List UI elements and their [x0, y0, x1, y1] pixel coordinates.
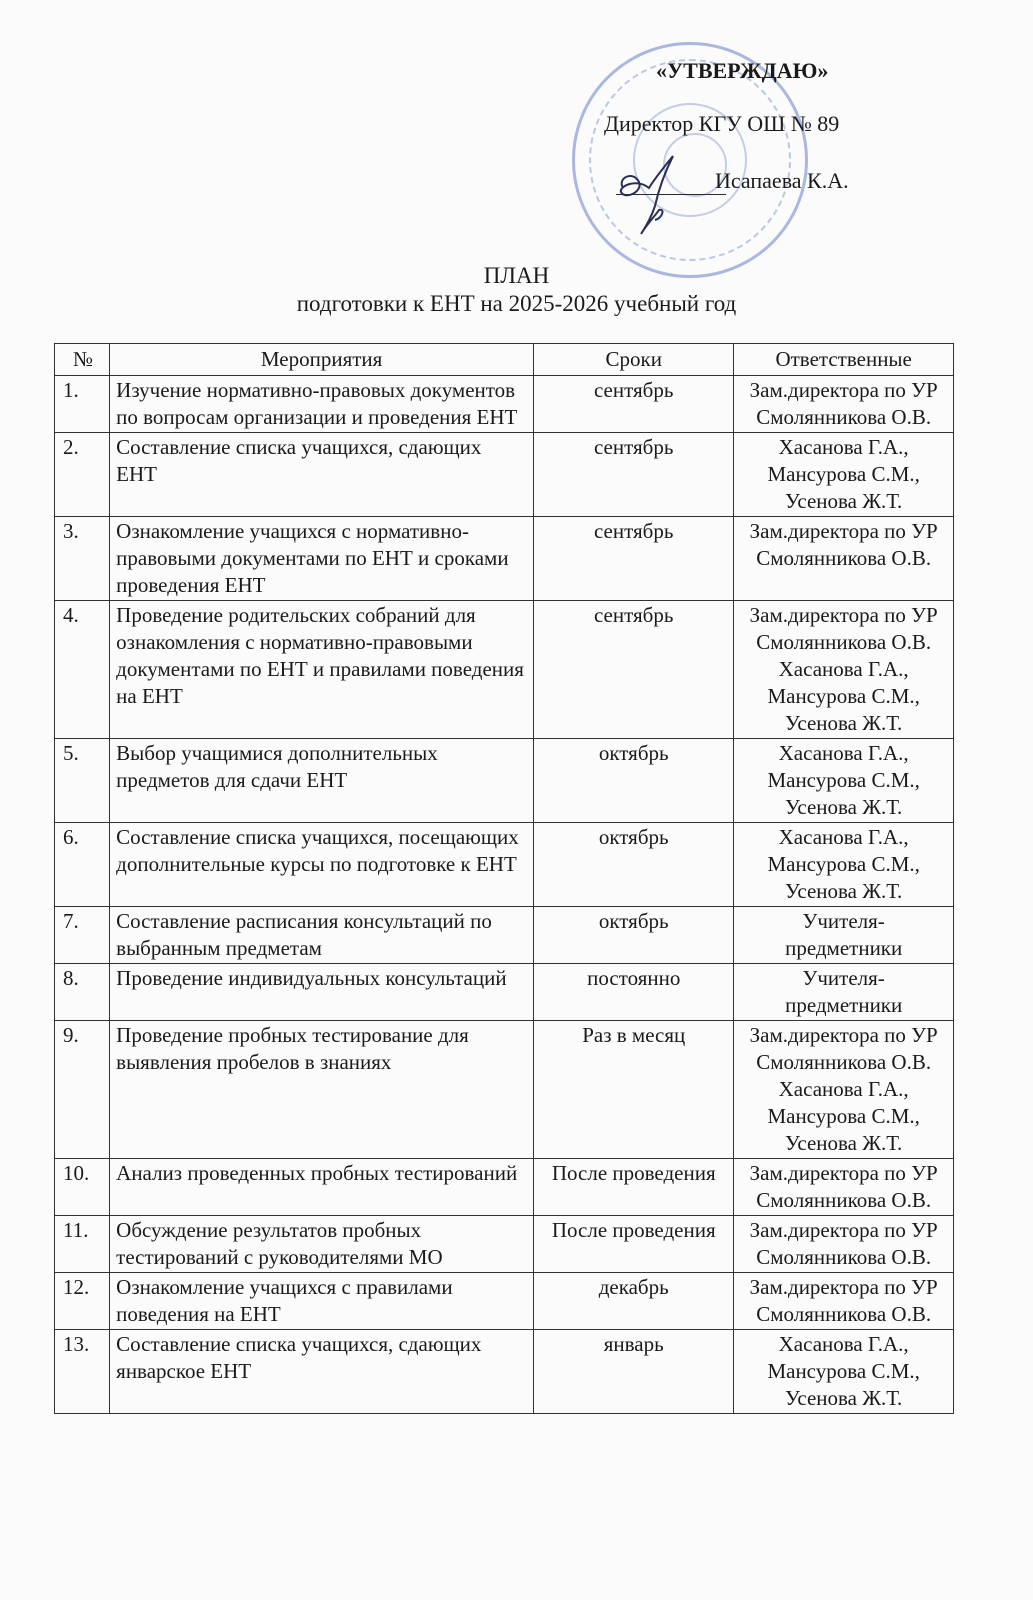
row-responsible [734, 433, 954, 517]
row-number: 6. [55, 823, 110, 907]
row-responsible [734, 739, 954, 823]
table-row [55, 964, 954, 1021]
row-term: сентябрь [534, 601, 734, 739]
row-term: Раз в месяц [534, 1021, 734, 1159]
responsible-person: Мансурова С.М., [767, 852, 920, 876]
row-term: После проведения [534, 1216, 734, 1273]
row-term: сентябрь [534, 517, 734, 601]
responsible-person: Зам.директора по УР [749, 1161, 938, 1185]
row-number: 12. [55, 1273, 110, 1330]
table-row [55, 601, 954, 739]
document-subtitle: подготовки к ЕНТ на 2025-2026 учебный год [296, 291, 737, 316]
responsible-person: Усенова Ж.Т. [785, 1386, 903, 1410]
row-number: 7. [55, 907, 110, 964]
row-number: 8. [55, 964, 110, 1021]
header-number: № [55, 344, 110, 376]
responsible-person: Смолянникова О.В. [756, 1302, 932, 1326]
approval-name: Исапаева К.А. [715, 168, 849, 193]
responsible-person: Смолянникова О.В. [756, 1188, 932, 1212]
header-responsible: Ответственные [734, 344, 954, 376]
responsible-person: Смолянникова О.В. [756, 1245, 932, 1269]
responsible-person: Учителя- [802, 909, 885, 933]
row-term: постоянно [534, 964, 734, 1021]
row-term: октябрь [534, 739, 734, 823]
responsible-person: Зам.директора по УР [749, 603, 938, 627]
row-number: 11. [55, 1216, 110, 1273]
row-responsible [734, 376, 954, 433]
row-number: 10. [55, 1159, 110, 1216]
responsible-person: Усенова Ж.Т. [785, 879, 903, 903]
table-row [55, 1273, 954, 1330]
responsible-person: предметники [785, 993, 903, 1017]
row-responsible [734, 517, 954, 601]
header-activities: Мероприятия [110, 344, 534, 376]
table-row [55, 907, 954, 964]
row-responsible [734, 907, 954, 964]
responsible-person: Мансурова С.М., [767, 462, 920, 486]
table-row [55, 1330, 954, 1414]
row-activity: Составление списка учащихся, сдающих январское ЕНТ [110, 1330, 534, 1414]
row-term: После проведения [534, 1159, 734, 1216]
document-title: ПЛАН [483, 263, 550, 288]
responsible-person: Учителя- [802, 966, 885, 990]
responsible-person: Хасанова Г.А., [778, 1077, 909, 1101]
responsible-person: Мансурова С.М., [767, 1359, 920, 1383]
row-activity: Составление расписания консультаций по выбранным предметам [110, 907, 534, 964]
row-activity: Проведение пробных тестирование для выявления пробелов в знаниях [110, 1021, 534, 1159]
approval-role: Директор КГУ ОШ № 89 [604, 111, 840, 136]
responsible-person: Смолянникова О.В. [756, 1050, 932, 1074]
row-number: 3. [55, 517, 110, 601]
responsible-person: Смолянникова О.В. [756, 546, 932, 570]
row-activity: Анализ проведенных пробных тестирований [110, 1159, 534, 1216]
row-responsible [734, 601, 954, 739]
row-activity: Ознакомление учащихся с правилами поведения на ЕНТ [110, 1273, 534, 1330]
responsible-person: Зам.директора по УР [749, 519, 938, 543]
row-activity: Проведение родительских собраний для ознакомления с нормативно-правовыми документами по ЕНТ и правилами поведения на ЕНТ [110, 601, 534, 739]
row-number: 5. [55, 739, 110, 823]
row-number: 2. [55, 433, 110, 517]
row-responsible [734, 823, 954, 907]
row-activity: Проведение индивидуальных консультаций [110, 964, 534, 1021]
row-number: 1. [55, 376, 110, 433]
row-activity: Составление списка учащихся, сдающих ЕНТ [110, 433, 534, 517]
table-row [55, 823, 954, 907]
responsible-person: Усенова Ж.Т. [785, 711, 903, 735]
responsible-person: Зам.директора по УР [749, 378, 938, 402]
row-activity: Составление списка учащихся, посещающих дополнительные курсы по подготовке к ЕНТ [110, 823, 534, 907]
responsible-person: Мансурова С.М., [767, 768, 920, 792]
row-term: сентябрь [534, 376, 734, 433]
row-activity: Изучение нормативно-правовых документов по вопросам организации и проведения ЕНТ [110, 376, 534, 433]
responsible-person: Хасанова Г.А., [778, 741, 909, 765]
row-number: 9. [55, 1021, 110, 1159]
table-row [55, 517, 954, 601]
row-term: сентябрь [534, 433, 734, 517]
row-activity: Обсуждение результатов пробных тестирований с руководителями МО [110, 1216, 534, 1273]
row-responsible [734, 1216, 954, 1273]
row-responsible [734, 964, 954, 1021]
row-activity: Выбор учащимися дополнительных предметов для сдачи ЕНТ [110, 739, 534, 823]
table-row [55, 1021, 954, 1159]
table-header-row [55, 344, 954, 376]
responsible-person: Мансурова С.М., [767, 684, 920, 708]
responsible-person: Усенова Ж.Т. [785, 1131, 903, 1155]
table-row [55, 376, 954, 433]
responsible-person: Зам.директора по УР [749, 1275, 938, 1299]
table-row [55, 1159, 954, 1216]
row-responsible [734, 1273, 954, 1330]
table-row [55, 433, 954, 517]
responsible-person: Зам.директора по УР [749, 1023, 938, 1047]
responsible-person: Усенова Ж.Т. [785, 489, 903, 513]
responsible-person: предметники [785, 936, 903, 960]
row-term: октябрь [534, 823, 734, 907]
table-row [55, 739, 954, 823]
row-term: январь [534, 1330, 734, 1414]
row-term: октябрь [534, 907, 734, 964]
plan-table [54, 343, 954, 1414]
responsible-person: Смолянникова О.В. [756, 630, 932, 654]
responsible-person: Усенова Ж.Т. [785, 795, 903, 819]
row-activity: Ознакомление учащихся с нормативно-правовыми документами по ЕНТ и сроками проведения ЕНТ [110, 517, 534, 601]
responsible-person: Хасанова Г.А., [778, 825, 909, 849]
responsible-person: Зам.директора по УР [749, 1218, 938, 1242]
responsible-person: Хасанова Г.А., [778, 1332, 909, 1356]
table-row [55, 1216, 954, 1273]
document-heading [0, 262, 1033, 318]
responsible-person: Хасанова Г.А., [778, 657, 909, 681]
approval-title: «УТВЕРЖДАЮ» [656, 58, 829, 83]
responsible-person: Смолянникова О.В. [756, 405, 932, 429]
row-number: 4. [55, 601, 110, 739]
row-responsible [734, 1330, 954, 1414]
row-responsible [734, 1021, 954, 1159]
responsible-person: Хасанова Г.А., [778, 435, 909, 459]
row-number: 13. [55, 1330, 110, 1414]
row-term: декабрь [534, 1273, 734, 1330]
row-responsible [734, 1159, 954, 1216]
signature-icon [615, 148, 695, 238]
responsible-person: Мансурова С.М., [767, 1104, 920, 1128]
header-terms: Сроки [534, 344, 734, 376]
